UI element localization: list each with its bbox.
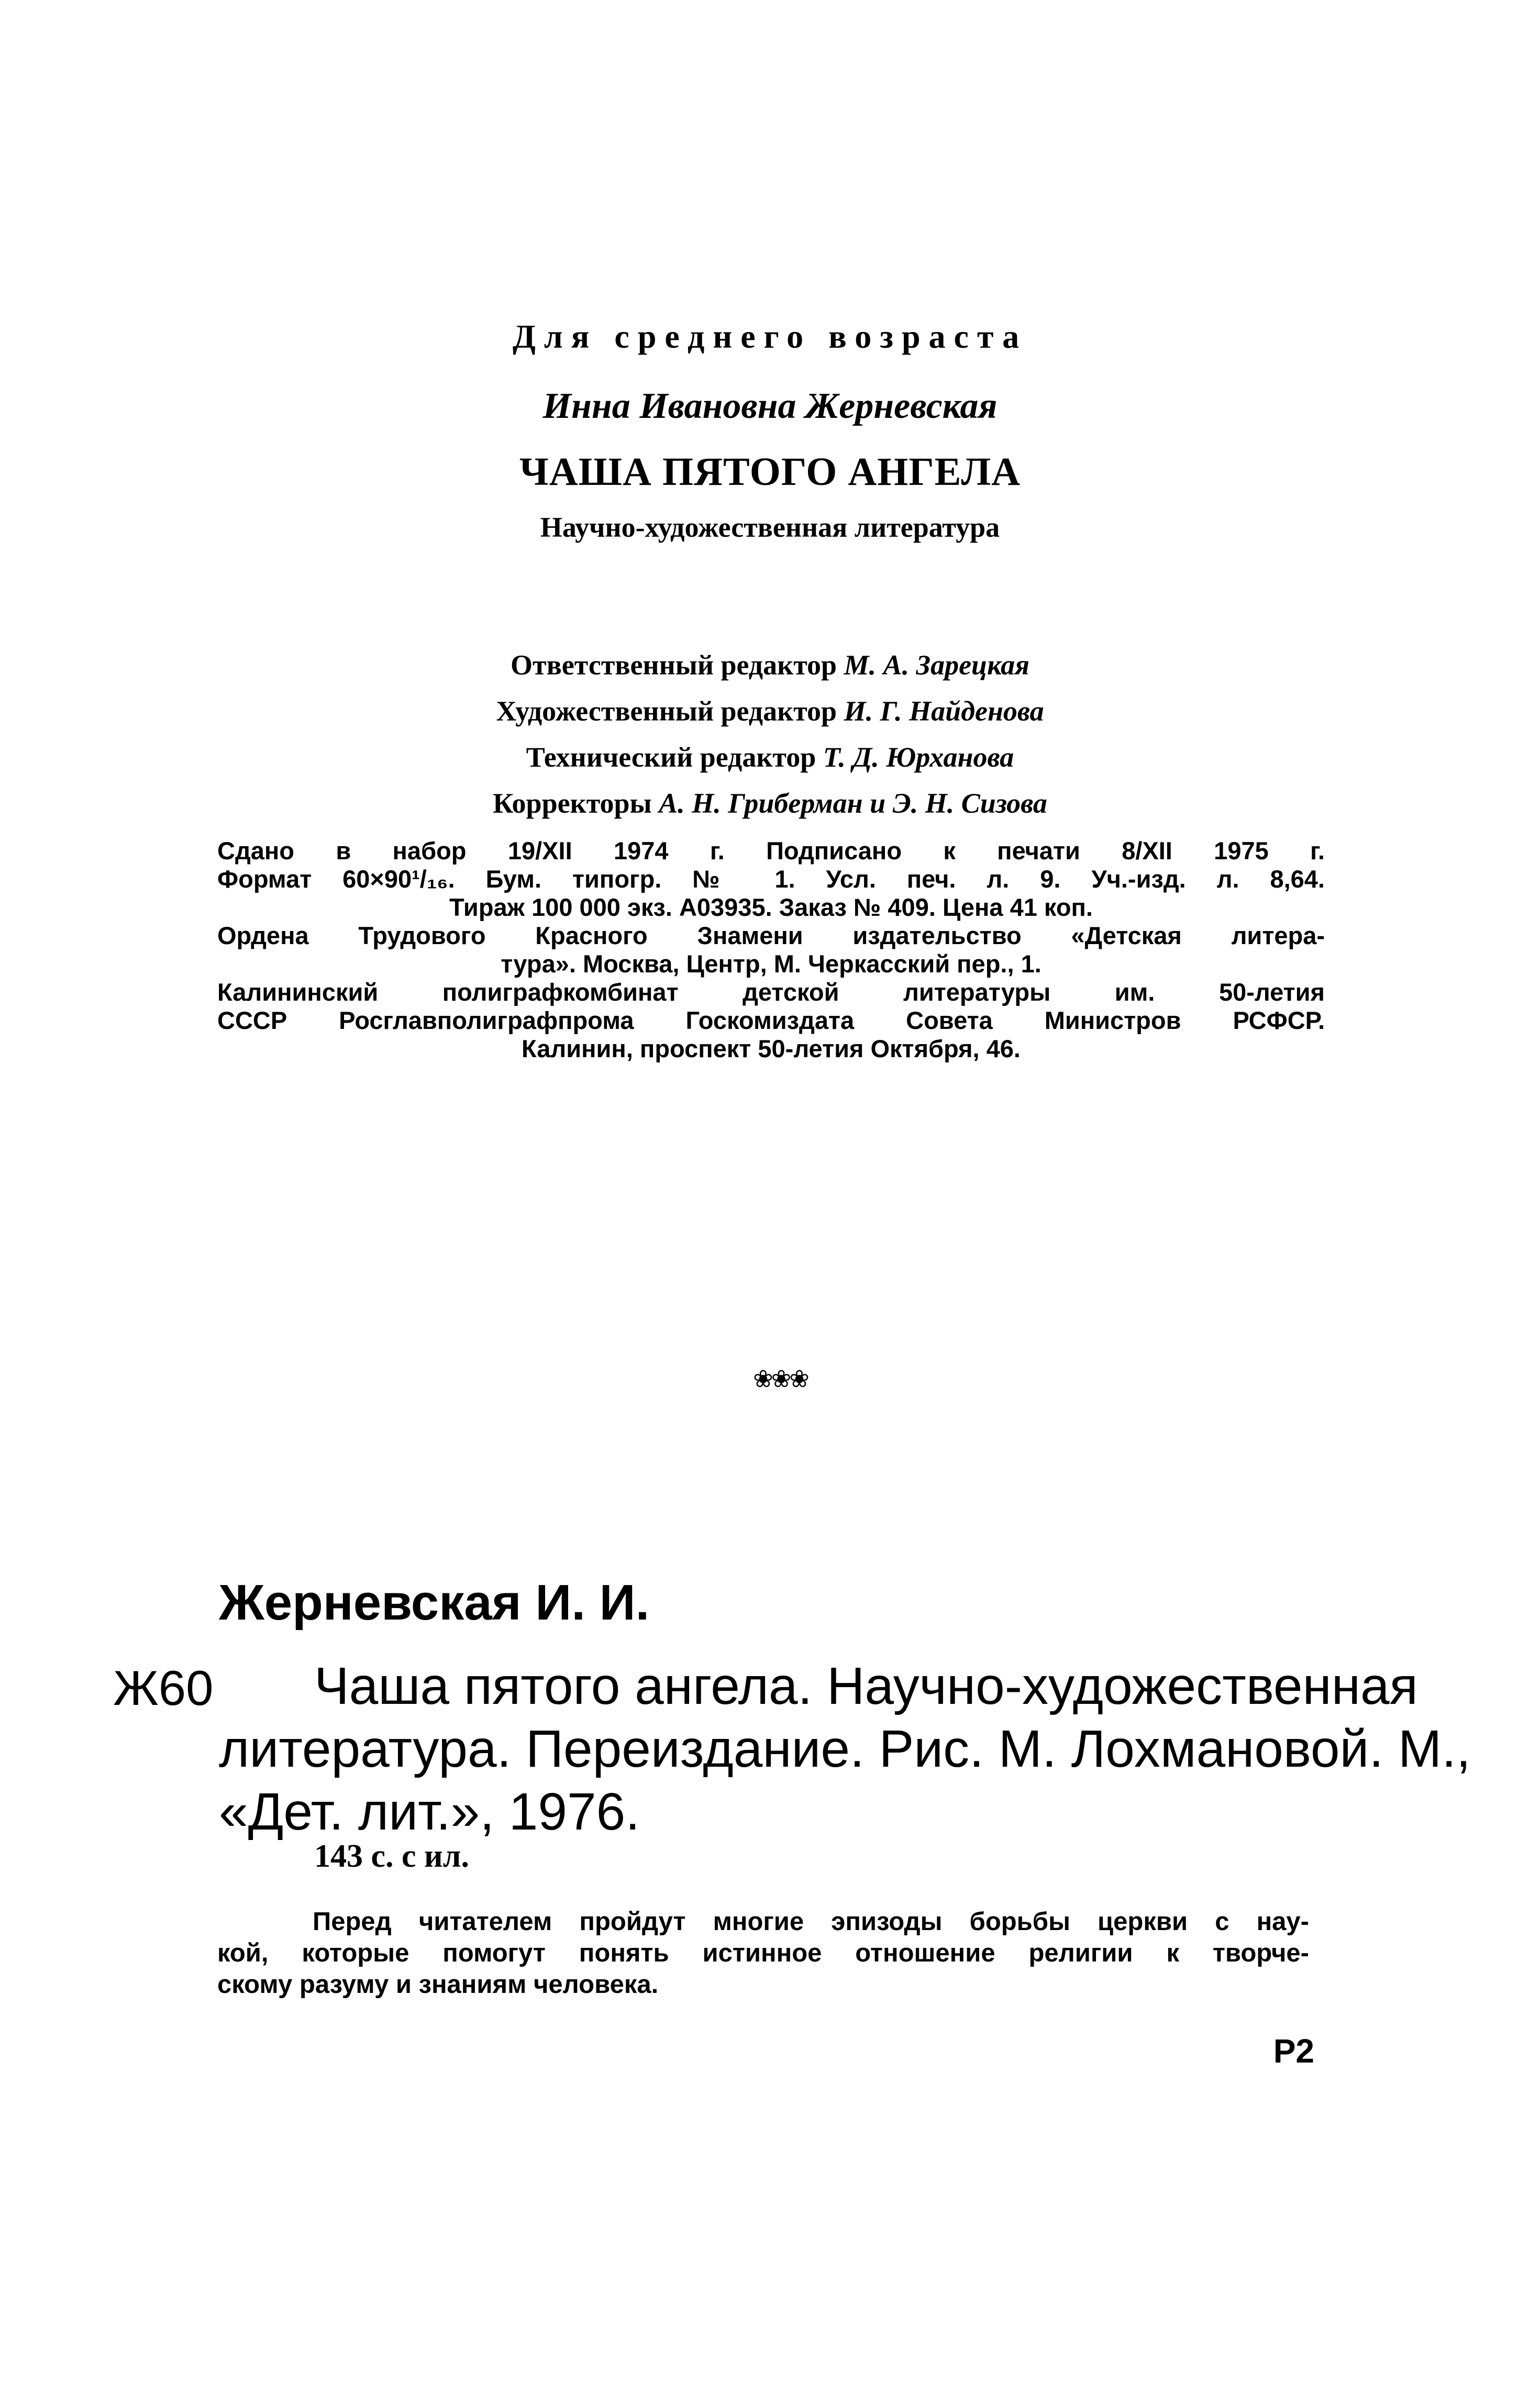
catalog-author: Жерневская И. И. xyxy=(219,1575,650,1631)
credit-line xyxy=(0,780,1540,826)
credit-role: Корректоры xyxy=(493,788,652,819)
catalog-call-code: Ж60 xyxy=(113,1660,214,1715)
audience-label: Для среднего возраста xyxy=(512,318,1028,355)
catalog-class-index: Р2 xyxy=(1273,2032,1314,2070)
catalog-description-line: Чаша пятого ангела. Научно-художественная xyxy=(314,1657,1418,1715)
catalog-description-line: литература. Переиздание. Рис. М. Лохмановой. М., xyxy=(219,1720,1471,1778)
credit-name: А. Н. Гриберман и Э. Н. Сизова xyxy=(659,788,1047,819)
catalog-annotation xyxy=(217,1906,1309,2000)
catalog-description xyxy=(219,1655,1471,1843)
imprint-line: Тираж 100 000 экз. А03935. Заказ № 409. Цена 41 коп. xyxy=(449,893,1093,921)
imprint-line: Калинин, проспект 50-летия Октября, 46. xyxy=(522,1035,1021,1062)
credit-name: И. Г. Найденова xyxy=(844,695,1044,727)
credit-line xyxy=(0,688,1540,734)
annotation-line: скому разуму и знаниям человека. xyxy=(217,1970,659,1999)
credit-role: Художественный редактор xyxy=(496,695,837,727)
imprint-line: СССР Росглавполиграфпрома Госкомиздата Совета Министров РСФСР. xyxy=(217,1006,1325,1034)
book-title: ЧАША ПЯТОГО АНГЕЛА xyxy=(519,450,1021,494)
imprint-line: тура». Москва, Центр, М. Черкасский пер., 1. xyxy=(501,950,1042,978)
imprint-line: Формат 60×90¹/₁₆. Бум. типогр. № 1. Усл. печ. л. 9. Уч.-изд. л. 8,64. xyxy=(217,865,1325,893)
annotation-line: кой, которые помогут понять истинное отношение религии к творче- xyxy=(217,1939,1309,1967)
credit-role: Ответственный редактор xyxy=(511,649,837,681)
credit-line xyxy=(0,642,1540,688)
imprint-line: Ордена Трудового Красного Знамени издательство «Детская литера- xyxy=(217,922,1325,949)
imprint-block xyxy=(217,837,1325,1063)
imprint-line: Калининский полиграфкомбинат детской литературы им. 50-летия xyxy=(217,978,1325,1006)
credit-name: М. А. Зарецкая xyxy=(844,649,1029,681)
credit-name: Т. Д. Юрханова xyxy=(823,741,1014,773)
author-full-name: Инна Ивановна Жерневская xyxy=(542,386,998,426)
credits-block xyxy=(0,642,1540,826)
ornament-divider-icon: ❀❀❀ xyxy=(753,1365,807,1393)
annotation-line: Перед читателем пройдут многие эпизоды борьбы церкви с нау- xyxy=(313,1908,1309,1936)
imprint-line: Сдано в набор 19/XII 1974 г. Подписано к печати 8/XII 1975 г. xyxy=(217,837,1325,864)
catalog-description-line: «Дет. лит.», 1976. xyxy=(219,1782,640,1841)
credit-role: Технический редактор xyxy=(526,741,816,773)
catalog-pages: 143 с. с ил. xyxy=(314,1838,470,1874)
credit-line xyxy=(0,734,1540,780)
genre-label: Научно-художественная литература xyxy=(540,512,1000,543)
